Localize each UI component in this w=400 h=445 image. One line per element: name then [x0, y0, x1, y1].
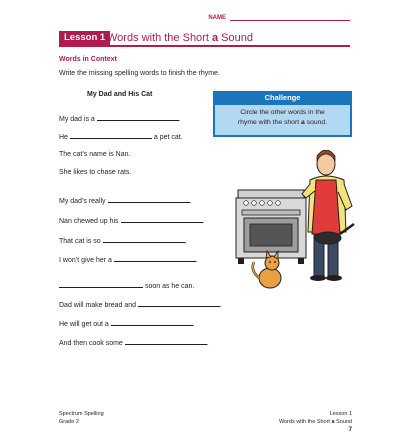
- footer-left: [59, 410, 104, 426]
- line-text: She likes to chase rats.: [59, 169, 132, 176]
- answer-blank[interactable]: [138, 299, 220, 307]
- poem-title: My Dad and His Cat: [87, 91, 153, 98]
- footer-title-suffix: Sound: [334, 419, 352, 425]
- line-text: Nan chewed up his: [59, 218, 119, 225]
- dad-and-cat-illustration: [232, 150, 356, 294]
- answer-blank[interactable]: [108, 195, 190, 203]
- line-text: Dad will make bread and: [59, 302, 137, 309]
- line-text: And then cook some: [59, 340, 123, 347]
- poem-line: [59, 318, 195, 328]
- line-text: I won’t give her a: [59, 257, 112, 264]
- answer-blank[interactable]: [114, 254, 196, 262]
- poem-line: [59, 131, 183, 141]
- line-end: .: [202, 218, 205, 225]
- challenge-text-line-2c: sound.: [304, 118, 328, 126]
- lesson-title: [107, 31, 253, 45]
- dad-icon: [302, 150, 352, 281]
- footer-book-title: Spectrum Spelling: [59, 411, 104, 417]
- name-line[interactable]: [230, 13, 350, 21]
- line-text: My dad is a: [59, 116, 95, 123]
- footer-title-prefix: Words with the Short: [279, 419, 332, 425]
- lesson-title-suffix: Sound: [218, 32, 253, 44]
- poem-line: [59, 169, 131, 176]
- answer-blank[interactable]: [59, 280, 143, 288]
- line-text: The cat’s name is Nan.: [59, 151, 131, 158]
- page-number: 7: [348, 427, 352, 433]
- line-end: .: [192, 321, 195, 328]
- poem-line: [59, 337, 209, 347]
- section-instructions: Write the missing spelling words to finish the rhyme.: [59, 70, 220, 77]
- footer-lesson-title: [279, 418, 352, 426]
- footer-title-letter: a: [331, 419, 335, 425]
- line-end: .: [206, 340, 209, 347]
- footer-lesson: Lesson 1: [329, 411, 352, 417]
- poem-line: [59, 215, 204, 225]
- line-end: .: [189, 198, 192, 205]
- lesson-title-prefix: Words with the Short: [107, 32, 212, 44]
- poem-line: [59, 113, 181, 123]
- poem-line: [59, 299, 222, 309]
- line-end: a pet cat.: [153, 134, 183, 141]
- line-end: ,: [184, 238, 187, 245]
- challenge-heading: Challenge: [264, 93, 301, 102]
- answer-blank[interactable]: [97, 113, 179, 121]
- name-label: NAME: [208, 15, 226, 21]
- line-text: My dad’s really: [59, 198, 106, 205]
- line-text: He: [59, 134, 68, 141]
- line-end: .: [178, 116, 181, 123]
- challenge-text-line-1: Circle the other words in the: [240, 109, 325, 116]
- poem-line: [59, 254, 198, 264]
- answer-blank[interactable]: [103, 235, 185, 243]
- lesson-title-letter: a: [211, 32, 219, 44]
- footer-right: [279, 410, 352, 426]
- answer-blank[interactable]: [125, 337, 207, 345]
- challenge-text-letter: a: [301, 118, 305, 126]
- answer-blank[interactable]: [121, 215, 203, 223]
- line-end: .: [220, 302, 222, 309]
- stove-icon: [236, 190, 306, 264]
- poem-line: [59, 280, 194, 290]
- poem-line: [59, 151, 130, 158]
- challenge-box: [213, 91, 352, 137]
- section-heading: Words in Context: [59, 56, 117, 63]
- lesson-header: [59, 31, 350, 47]
- challenge-text: [215, 105, 350, 135]
- lesson-badge: Lesson 1: [59, 31, 110, 45]
- answer-blank[interactable]: [70, 131, 152, 139]
- poem-line: [59, 195, 191, 205]
- line-end: soon as he can.: [144, 283, 195, 290]
- answer-blank[interactable]: [111, 318, 193, 326]
- name-field: [208, 13, 350, 21]
- footer-grade: Grade 2: [59, 419, 79, 425]
- challenge-text-line-2a: rhyme with the short: [237, 118, 301, 126]
- line-text: He will get out a: [59, 321, 109, 328]
- poem-line: [59, 235, 187, 245]
- line-text: That cat is so: [59, 238, 101, 245]
- line-end: .: [195, 257, 198, 264]
